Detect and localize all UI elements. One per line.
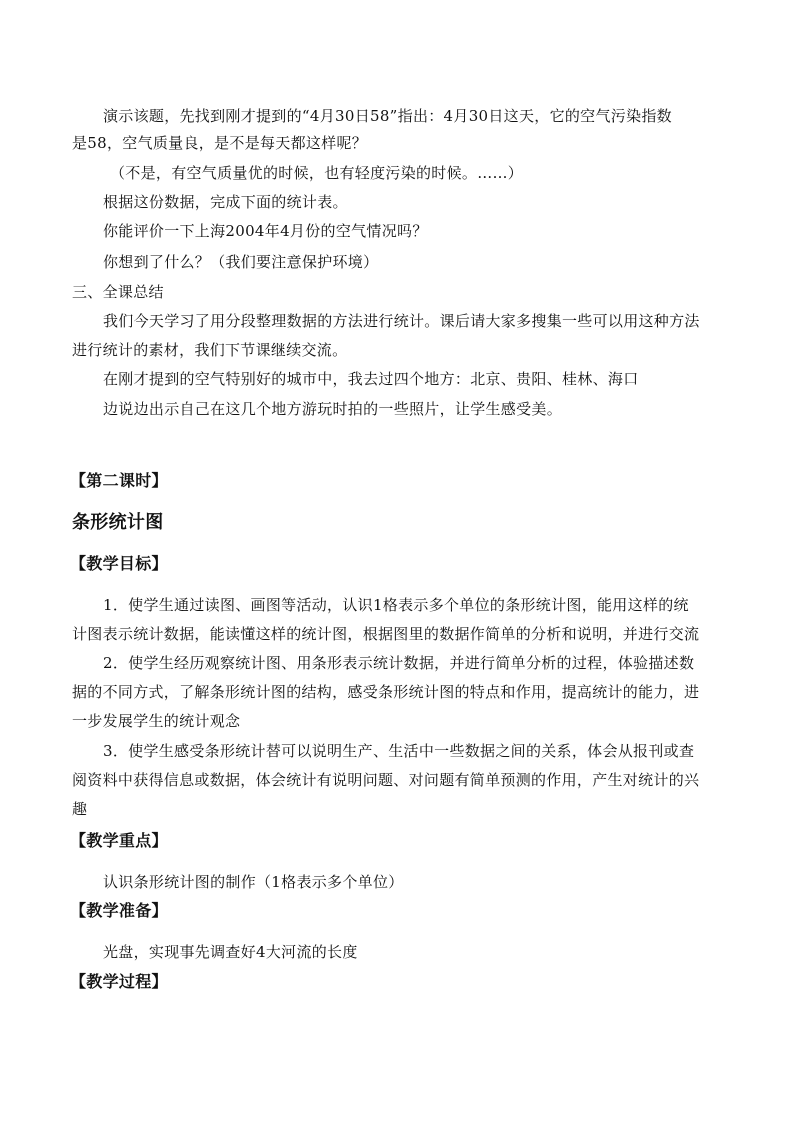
goal-line: 一步发展学生的统计观念 <box>72 712 241 730</box>
goal-line: 据的不同方式，了解条形统计图的结构，感受条形统计图的特点和作用，提高统计的能力，进 <box>72 683 700 701</box>
prep-text: 光盘，实现事先调查好4大河流的长度 <box>103 943 358 961</box>
paragraph-line: 边说边出示自己在这几个地方游玩时拍的一些照片，让学生感受美。 <box>103 400 563 418</box>
paragraph-line: （不是，有空气质量优的时候，也有轻度污染的时候。……） <box>110 164 524 182</box>
section-heading-summary: 三、全课总结 <box>72 283 164 301</box>
goal-line: 趣 <box>72 800 88 818</box>
paragraph-line: 进行统计的素材，我们下节课继续交流。 <box>72 341 348 359</box>
process-heading: 【教学过程】 <box>70 972 168 991</box>
focus-heading: 【教学重点】 <box>70 831 168 850</box>
paragraph-line: 演示该题，先找到刚才提到的“4月30日58”指出：4月30日这天，它的空气污染指数 <box>103 107 672 125</box>
goal-line: 2．使学生经历观察统计图、用条形表示统计数据，并进行简单分析的过程，体验描述数 <box>103 654 695 672</box>
paragraph-line: 我们今天学习了用分段整理数据的方法进行统计。课后请大家多搜集一些可以用这种方法 <box>103 312 700 330</box>
goal-line: 计图表示统计数据，能读懂这样的统计图，根据图里的数据作简单的分析和说明，并进行交流 <box>72 625 700 643</box>
goal-line: 1．使学生通过读图、画图等活动，认识1格表示多个单位的条形统计图，能用这样的统 <box>103 596 689 614</box>
prep-heading: 【教学准备】 <box>70 901 168 920</box>
lesson-label: 【第二课时】 <box>70 471 168 490</box>
paragraph-line: 你能评价一下上海2004年4月份的空气情况吗？ <box>103 222 428 240</box>
focus-text: 认识条形统计图的制作（1格表示多个单位） <box>103 873 404 891</box>
paragraph-line: 你想到了什么？（我们要注意保护环境） <box>103 253 379 271</box>
goals-heading: 【教学目标】 <box>70 554 168 573</box>
paragraph-line: 在刚才提到的空气特别好的城市中，我去过四个地方：北京、贵阳、桂林、海口 <box>103 370 639 388</box>
paragraph-line: 根据这份数据，完成下面的统计表。 <box>103 193 348 211</box>
goal-line: 3．使学生感受条形统计替可以说明生产、生活中一些数据之间的关系，体会从报刊或查 <box>103 742 695 760</box>
goal-line: 阅资料中获得信息或数据，体会统计有说明问题、对问题有简单预测的作用，产生对统计的兴 <box>72 771 700 789</box>
paragraph-line: 是58，空气质量良，是不是每天都这样呢？ <box>72 134 368 152</box>
lesson-title: 条形统计图 <box>72 512 164 533</box>
